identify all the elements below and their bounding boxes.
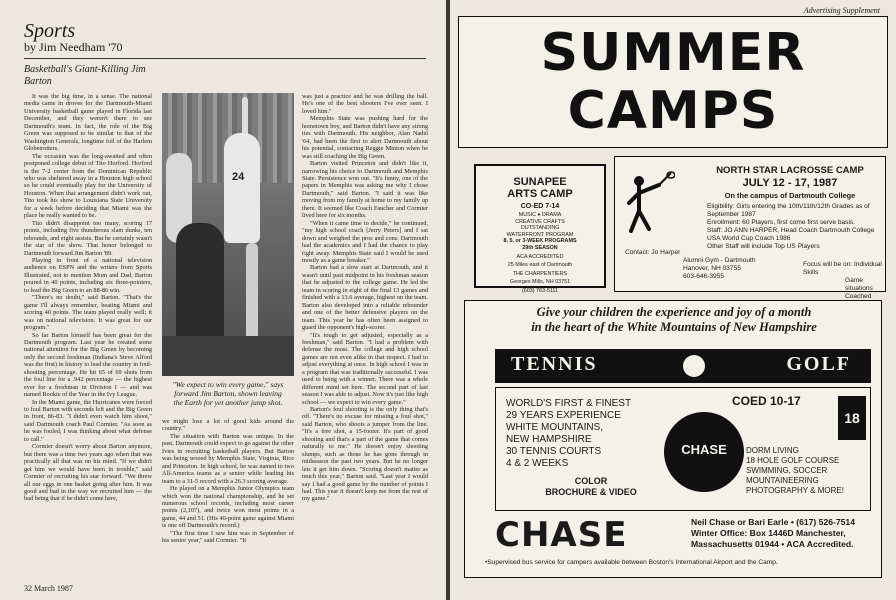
sunapee-season: 29th SEASON <box>522 244 558 251</box>
chase-logo: CHASE <box>495 515 628 555</box>
amenity-line: 18 HOLE GOLF COURSE <box>746 456 840 465</box>
paragraph: In the Miami game, the Hurricanes were forced to foul Barton with seconds left and the Big Green in front, 86-83. "I didn't even watch him shoot," said Dartmouth coach Paul Cormier. "As soon as he was fouled, I was thinking about what defense to call." <box>24 398 152 443</box>
chase-emblem-icon <box>664 412 744 492</box>
golf-label: GOLF <box>786 353 851 375</box>
right-page <box>450 0 896 600</box>
sunapee-coed: CO-ED 7-14 <box>520 203 560 210</box>
sunapee-phone: (603) 763-5111 <box>521 287 559 294</box>
focus-label: Focus will be on: Individual Skills <box>803 261 882 276</box>
highlight-line: WHITE MOUNTAINS, <box>506 422 604 433</box>
detail-line: Eligibility: Girls entering the 10th/11th/12th Grades as of September 1987 <box>707 203 870 218</box>
photo-caption: "We expect to win every game," says forward Jim Barton, shown leaving the Earth for yet another jump shot. <box>172 380 284 407</box>
tagline-line: Give your children the experience and joy of a month <box>536 305 812 319</box>
tennis-label: TENNIS <box>511 353 598 375</box>
sunapee-address: Georges Mills, NH 03751 <box>509 279 571 286</box>
north-star-title: NORTH STAR LACROSSE CAMP <box>716 165 864 176</box>
paragraph: was just a practice and he was drilling the ball. He's one of the best shooters I've ever seen. I loved him." <box>302 93 428 115</box>
sunapee-name <box>476 176 604 200</box>
sunapee-accredited: ACA ACCREDITED <box>516 253 564 260</box>
summer-camps-banner <box>458 16 888 148</box>
emblem-text: CHASE <box>681 442 727 457</box>
contact-line: Hanover, NH 03755 <box>683 265 741 272</box>
byline: by Jim Needham '70 <box>24 40 123 54</box>
tennis-golf-band <box>495 349 871 383</box>
brochure-offer <box>516 476 666 498</box>
highlight-line: WORLD'S FIRST & FINEST <box>506 398 632 409</box>
feature-line: MUSIC ♦ DRAMA <box>518 212 562 218</box>
feature-line: CREATIVE CRAFTS <box>515 218 565 225</box>
contact-line: Neil Chase or Bari Earle • (617) 526-7514 <box>691 517 855 527</box>
basketball-photo <box>162 93 294 376</box>
highlight-line: NEW HAMPSHIRE <box>506 434 592 445</box>
feature-line: OUTSTANDING <box>520 225 560 232</box>
camps-heading: CAMPS <box>567 81 779 141</box>
supplement-label: Advertising Supplement <box>803 6 880 15</box>
paragraph: Memphis State was pushing hard for the hometown boy, and Barton didn't have any strong ties with Dartmouth. His neighbor, Alan Nadel '64, had been the first to alert Dartmouth about his potential, contacting Reggie Minton when he was still coaching the Big Green. <box>302 115 428 160</box>
sunapee-name-line1: SUNAPEE <box>513 176 567 188</box>
highlight-line: 30 TENNIS COURTS <box>506 446 602 457</box>
sunapee-programs: 8, 5, or 3-WEEK PROGRAMS <box>503 238 577 245</box>
paragraph: The occasion was the long-awaited and often postponed college debut of Tito Horford. Horford is the 7-2 center from the Dominican Republic who was sheltered away in a Houston high school so he could eventually play for the University of Houston. When that arrangement didn't work out, Tito took his show to Louisiana State University for a week before deciding that Miami was the place he really wanted to be. <box>24 152 152 220</box>
amenity-line: PHOTOGRAPHY & MORE! <box>746 486 844 495</box>
contact-line: Massachusetts 01944 • ACA Accredited. <box>691 539 854 549</box>
bus-service-note: •Supervised bus service for campers available between Boston's International Airport and the Camp. <box>485 559 778 566</box>
paragraph: "When it came time to decide," he continued, "my high school coach [Jerry Peters] and I sat down and weighed the pros and cons. Dartmouth had the academics and I had the chance to play right away. Memphis State said I would be used mostly as a game breaker." <box>302 219 428 264</box>
page-folio: 32 March 1987 <box>24 584 73 593</box>
north-star-contact-label: Contact: Jo Harper <box>625 249 681 256</box>
paragraph: Tito didn't disappoint too many, scoring 17 points, including five thunderous slam dunks, ten rebounds, and eight assists. But he certainly wasn't the star of the show. That honor belonged to Dartmouth forward Jim Barton '89. <box>24 219 152 257</box>
paragraph: The situation with Barton was unique. In the past, Dartmouth could expect to go against the other Ivies in recruiting basketball players. But Barton was being wooed by Memphis State, Virginia, Rice and Princeton. In high school, he was named to two All-America teams as a senior while leading his team to a 31-5 record with a 26.3 scoring average. <box>162 432 294 485</box>
contact-line: Winter Office: Box 1446D Manchester, <box>691 528 846 538</box>
detail-line: Enrollment: 60 Players, first come first serve basis. <box>707 219 856 226</box>
chase-tennis-golf-ad <box>464 300 882 578</box>
detail-line: Staff: JO ANN HARPER, Head Coach Dartmouth College USA World Cup Coach 1986 <box>707 227 875 242</box>
north-star-lacrosse-ad <box>614 156 886 300</box>
focus-line: Coached <box>845 293 872 300</box>
brochure-line: BROCHURE & VIDEO <box>545 487 637 497</box>
contact-line: Alumni Gym - Dartmouth <box>683 257 756 264</box>
court-floor <box>162 336 294 376</box>
chase-tagline <box>475 305 873 335</box>
section-title: Sports <box>24 20 76 42</box>
jersey-number: 24 <box>232 171 245 183</box>
article-column-3 <box>302 93 428 581</box>
amenity-line: MOUNTAINEERING <box>746 476 819 485</box>
paragraph: Barton had a slow start at Dartmouth, and it wasn't until past midpoint in his freshman season that he adjusted to the college game. He led the team in scoring in eight of the final 13 games and finished with a 13.6 average, highest on the team. Barton also developed into a reliable rebounder and one of the better defensive players on the team. This year he has often been assigned to guard the opponent's high-scorer. <box>302 264 428 332</box>
lacrosse-player-icon <box>625 171 675 243</box>
chase-contact <box>691 517 879 550</box>
paragraph: So far Barton himself has been great for the Dartmouth program. Last year he created some national attention for the Big Green by becoming only the second freshman (Indiana's Steve Alford was the first) in history to lead the country in foul-shooting percentage. He hit 65 of 69 shots from the foul line for a .942 percentage — the highest ever for a freshman in Division I — and was named Rookie of the Year in the Ivy League. <box>24 331 152 399</box>
chase-coed: COED 10-17 <box>732 394 801 408</box>
contact-line: 603-646-3955 <box>683 273 725 280</box>
article-column-1 <box>24 93 152 581</box>
paragraph: It was the big time, in a sense. The national media came in droves for the Dartmouth-Miami University basketball game played in Florida last December, and they weren't there to see Dartmouth's team. In fact, the role of the Big Green was supposed to be similar to that of the Washington Generals, longtime foil of the Harlem Globetrotters. <box>24 93 152 153</box>
paragraph: "The first time I saw him was in September of his senior year," said Cormier. "It <box>162 529 294 545</box>
chase-details-box <box>495 387 871 511</box>
paragraph: we might lose a lot of good kids around the country." <box>162 418 294 433</box>
north-star-details <box>707 203 885 251</box>
left-page <box>0 0 446 600</box>
paragraph: He played on a Memphis Junior Olympics team which won the national championship, and he set numerous school records, including most career points (2,107), and twice won most points in a game, 44 and 51. (His 40-point game against Miami is one off Dartmouth's record.) <box>162 485 294 530</box>
tagline-line: in the heart of the White Mountains of New Hampshire <box>531 320 817 334</box>
article-column-2 <box>162 418 294 581</box>
sunapee-location: 25 Miles east of Dartmouth <box>507 262 573 269</box>
sunapee-features <box>476 212 604 238</box>
defender-figure <box>176 223 224 343</box>
feature-line: WATERFRONT PROGRAM <box>506 231 574 238</box>
highlight-line: 29 YEARS EXPERIENCE <box>506 410 621 421</box>
paragraph: Playing in front of a national television audience on ESPN and the writers from Sports Illustrated, not to mention Mom and Dad, Barton poured in 40 points, including six three-pointers, to lead the Big Green to an 88-86 win. <box>24 256 152 294</box>
chase-highlights <box>506 398 676 470</box>
player-barton <box>224 133 260 243</box>
article-headline: Basketball's Giant-Killing Jim Barton <box>24 64 146 87</box>
paragraph: "There's no doubt," said Barton. "That's the game I'll always remember, beating Miami and scoring 40 points. The team played really well; it was on national television. It was great for our program." <box>24 294 152 332</box>
brochure-line: COLOR <box>574 476 608 486</box>
summer-heading: SUMMER <box>540 23 806 83</box>
amenity-line: DORM LIVING <box>746 446 799 455</box>
tennis-ball-icon <box>683 355 705 377</box>
paragraph: Barton visited Princeton and didn't like it, narrowing his choice to Dartmouth and Memphis State. Persistence won out. "It's funny, one of the papers in Memphis was asking me why I chose Dartmouth," said Barton. "I said it was like moving from my family at home to my family up there. It seemed like Coach Faucher and Cormier lived here for six months. <box>302 160 428 220</box>
sunapee-arts-camp-ad <box>474 164 606 294</box>
north-star-campus: On the campus of Dartmouth College <box>724 191 856 200</box>
rule-divider <box>24 58 426 59</box>
amenity-line: SWIMMING, SOCCER <box>746 466 828 475</box>
north-star-contact <box>683 257 783 281</box>
age-badge: 18 <box>838 396 866 440</box>
detail-line: Other Staff will include Top US Players <box>707 243 820 250</box>
chase-amenities <box>746 446 868 496</box>
sunapee-name-line2: ARTS CAMP <box>507 188 573 200</box>
highlight-line: 4 & 2 WEEKS <box>506 458 569 469</box>
paragraph: Cormier doesn't worry about Barton anymore, but there was a time two years ago when that was practically all that was on his mind. "If we didn't get him we would have been in trouble," said Cormier of recruiting his star forward. "We threw all our eggs in one basket going after him. It was good and bad in the way we recruited him — the bad being that if he didn't come here, <box>24 443 152 503</box>
paragraph: "It's tough to get adjusted, especially as a freshman," said Barton. "I had a problem with defense the most. The college and high school games are not even alike in that respect. I had to adjust everything at once. In high school I was in a program that was traditionally successful. I was used to being with a winner. There was a whole different mind set here. The second part of last season I was able to adjust. Now it's just like high school — we expect to win every game." <box>302 331 428 406</box>
north-star-dates: JULY 12 - 17, 1987 <box>742 177 838 189</box>
sunapee-org: THE CHARPENTIERS <box>512 270 568 277</box>
focus-line: Game situations <box>845 277 873 292</box>
paragraph: Barton's foul shooting is the only thing that's off. "There's no excuse for missing a foul shot," said Barton, who shoots a jumper from the line. "It's a free shot, a 15-footer. It's part of good shooting and that's a part of the game that comes naturally to me." He doesn't enjoy shooting slumps, such as those he has gone through in midseason the past two years. But he no longer lets it get him down. "Scoring doesn't matter as much this year," Barton said. "Last year I would say I had a good game by the number of points I had. This year it doesn't keep me from the rest of my game." <box>302 406 428 503</box>
